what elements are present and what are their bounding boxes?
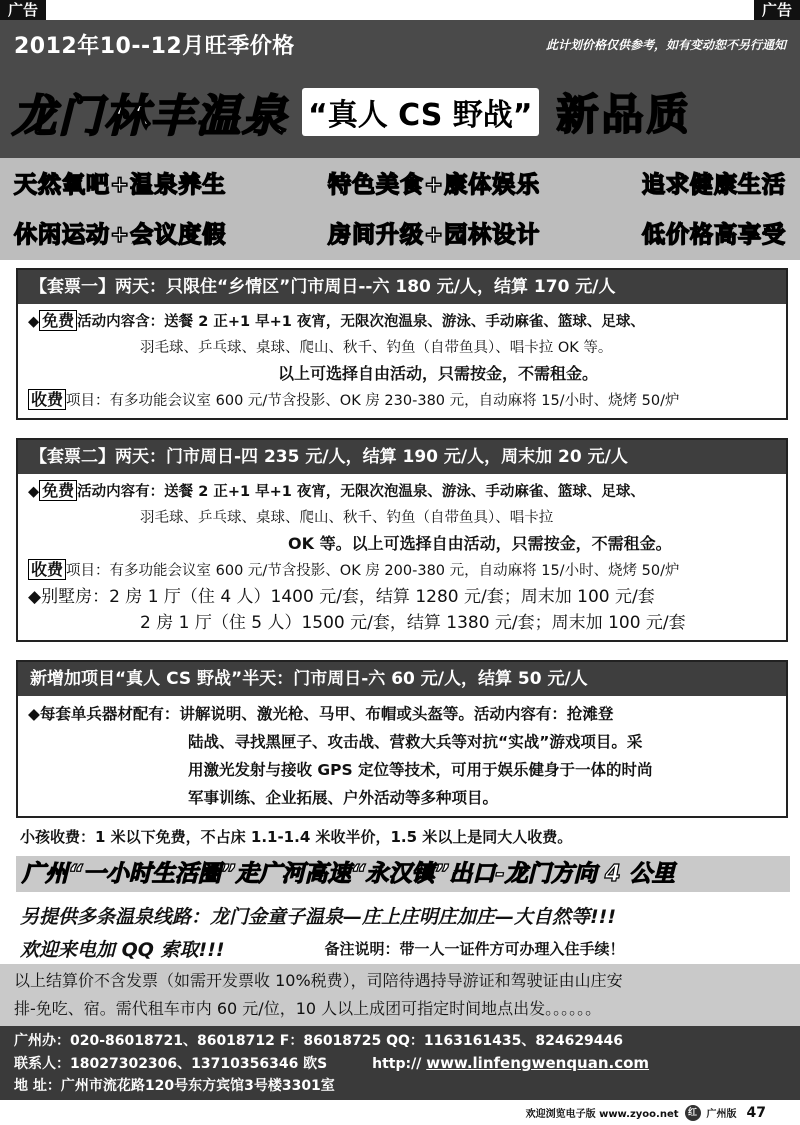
feature-item: 房间升级+园林设计 — [328, 221, 541, 248]
person-phones: 联系人：18027302306、13710356346 欧S — [14, 1056, 328, 1072]
header-top-line — [14, 26, 786, 62]
feature-row — [14, 162, 786, 202]
website-link[interactable]: www.linfengwenquan.com — [426, 1054, 650, 1072]
brand-name: 龙门林丰温泉 — [12, 91, 288, 142]
price-notice: 此计划价格仅供参考，如有变动恕不另行通知 — [545, 37, 786, 52]
page-number: 47 — [746, 1104, 766, 1121]
paid-items: 项目：有多功能会议室 600 元/节含投影、OK 房 200-380 元，自动麻将 15/小时、烧烤 50/炉 — [66, 563, 680, 579]
settlement-line: 以上结算价不含发票（如需开发票收 10%税费），司陪待遇持导游证和驾驶证由山庄安 — [14, 971, 623, 990]
package-two-free-line2: 羽毛球、乒乓球、桌球、爬山、秋千、钓鱼（自带鱼具）、唱卡拉 — [140, 510, 554, 526]
header-band — [0, 20, 800, 158]
ad-tag-left: 广告 — [0, 0, 46, 20]
settlement-line: 排-免吃、宿。需代租车市内 60 元/位，10 人以上成团可指定时间地点出发。。。。。。 — [14, 999, 602, 1018]
feature-item: 天然氧吧+温泉养生 — [14, 171, 227, 198]
cs-tag: “真人 CS 野战” — [302, 88, 539, 136]
package-two-head: 【套票二】两天：门市周日-四 235 元/人，结算 190 元/人，周末加 20 元/人 — [18, 440, 786, 474]
cs-project-box — [16, 660, 788, 818]
feature-item: 休闲运动+会议度假 — [14, 221, 227, 248]
paid-items: 项目：有多功能会议室 600 元/节含投影、OK 房 230-380 元，自动麻将 15/小时、烧烤 50/炉 — [66, 393, 680, 409]
address: 地 址：广州市流花路120号东方宾馆3号楼3301室 — [14, 1078, 335, 1094]
feature-item: 低价格高享受 — [642, 221, 786, 248]
footer-browse: 欢迎浏览电子版 www.zyoo.net — [525, 1109, 679, 1120]
footer-edition: 广州版 — [706, 1109, 737, 1120]
season-title: 2012年10--12月旺季价格 — [14, 33, 295, 59]
settlement-band — [0, 964, 800, 1026]
spring-routes: 另提供多条温泉线路：龙门金童子温泉—庄上庄明庄加庄—大自然等!!! — [20, 906, 616, 928]
free-activities: 活动内容含：送餐 2 正+1 早+1 夜宵，无限次泡温泉、游泳、手动麻雀、篮球、足球、 — [77, 314, 645, 330]
package-one-free-line2: 羽毛球、乒乓球、桌球、爬山、秋千、钓鱼（自带鱼具）、唱卡拉 OK 等。 — [140, 340, 613, 356]
cs-line: 陆战、寻找黑匣子、攻击战、营救大兵等对抗“实战”游戏项目。采 — [188, 733, 643, 751]
free-label: 免费 — [39, 310, 77, 331]
office-contact: 广州办：020-86018721、86018712 F：86018725 QQ：1163161435、824629446 — [14, 1033, 624, 1049]
free-activities: 活动内容有：送餐 2 正+1 早+1 夜宵，无限次泡温泉、游泳、手动麻雀、篮球、足球、 — [77, 484, 645, 500]
package-one-body — [18, 304, 786, 418]
package-one-free-line3: 以上可选择自由活动，只需按金，不需租金。 — [278, 364, 599, 383]
cs-line: 用激光发射与接收 GPS 定位等技术，可用于娱乐健身于一体的时尚 — [188, 761, 653, 779]
villa-line-two: 2 房 1 厅（住 5 人）1500 元/套，结算 1380 元/套；周末加 100 元/套 — [140, 613, 686, 633]
villa-line-one: ◆别墅房：2 房 1 厅（住 4 人）1400 元/套，结算 1280 元/套；周末加 100 元/套 — [28, 587, 655, 607]
package-two-free-line: ◆ 免费 活动内容有：送餐 2 正+1 早+1 夜宵，无限次泡温泉、游泳、手动麻雀、篮球、足球、 — [28, 481, 645, 500]
route-band: 广州“一小时生活圈”走广河高速“永汉镇”出口-龙门方向 4 公里 — [16, 856, 790, 892]
paid-label: 收费 — [28, 389, 66, 410]
package-one-box — [16, 268, 788, 420]
ad-tag-right: 广告 — [754, 0, 800, 20]
feature-row — [14, 212, 786, 252]
url-prefix: http:// — [372, 1056, 422, 1072]
person-contact — [14, 1052, 786, 1075]
feature-item: 特色美食+康体娱乐 — [328, 171, 541, 198]
welcome-text: 欢迎来电加 QQ 索取!!! — [20, 938, 225, 961]
cs-line: ◆每套单兵器材配有：讲解说明、激光枪、马甲、布帽或头盔等。活动内容有：抢滩登 — [28, 705, 614, 723]
feature-item: 追求健康生活 — [642, 171, 786, 198]
cs-project-body — [18, 696, 786, 816]
package-two-box — [16, 438, 788, 642]
new-quality: 新品质 — [556, 90, 692, 139]
child-fee: 小孩收费：1 米以下免费，不占床 1.1-1.4 米收半价，1.5 米以上是同大人收费。 — [20, 828, 573, 846]
package-two-free-line3: OK 等。以上可选择自由活动，只需按金，不需租金。 — [288, 534, 672, 553]
free-label: 免费 — [39, 480, 77, 501]
remark-text: 备注说明：带一人一证件方可办理入住手续！ — [324, 939, 625, 958]
cs-project-head: 新增加项目“真人 CS 野战”半天：门市周日-六 60 元/人，结算 50 元/人 — [18, 662, 786, 696]
package-two-body — [18, 474, 786, 640]
package-one-paid-line — [28, 387, 776, 414]
package-one-head: 【套票一】两天：只限住“乡情区”门市周日--六 180 元/人，结算 170 元/人 — [18, 270, 786, 304]
package-two-paid-line — [28, 557, 776, 584]
footer — [0, 1100, 800, 1125]
cs-line: 军事训练、企业拓展、户外活动等多种项目。 — [188, 789, 499, 807]
package-one-free-line: ◆ 免费 活动内容含：送餐 2 正+1 早+1 夜宵，无限次泡温泉、游泳、手动麻雀、篮球、足球、 — [28, 311, 645, 330]
contact-band — [0, 1026, 800, 1100]
paid-label: 收费 — [28, 559, 66, 580]
welcome-row — [20, 934, 784, 962]
publication-logo-icon: 红 — [685, 1105, 701, 1121]
feature-band — [0, 158, 800, 260]
headline — [12, 72, 788, 152]
